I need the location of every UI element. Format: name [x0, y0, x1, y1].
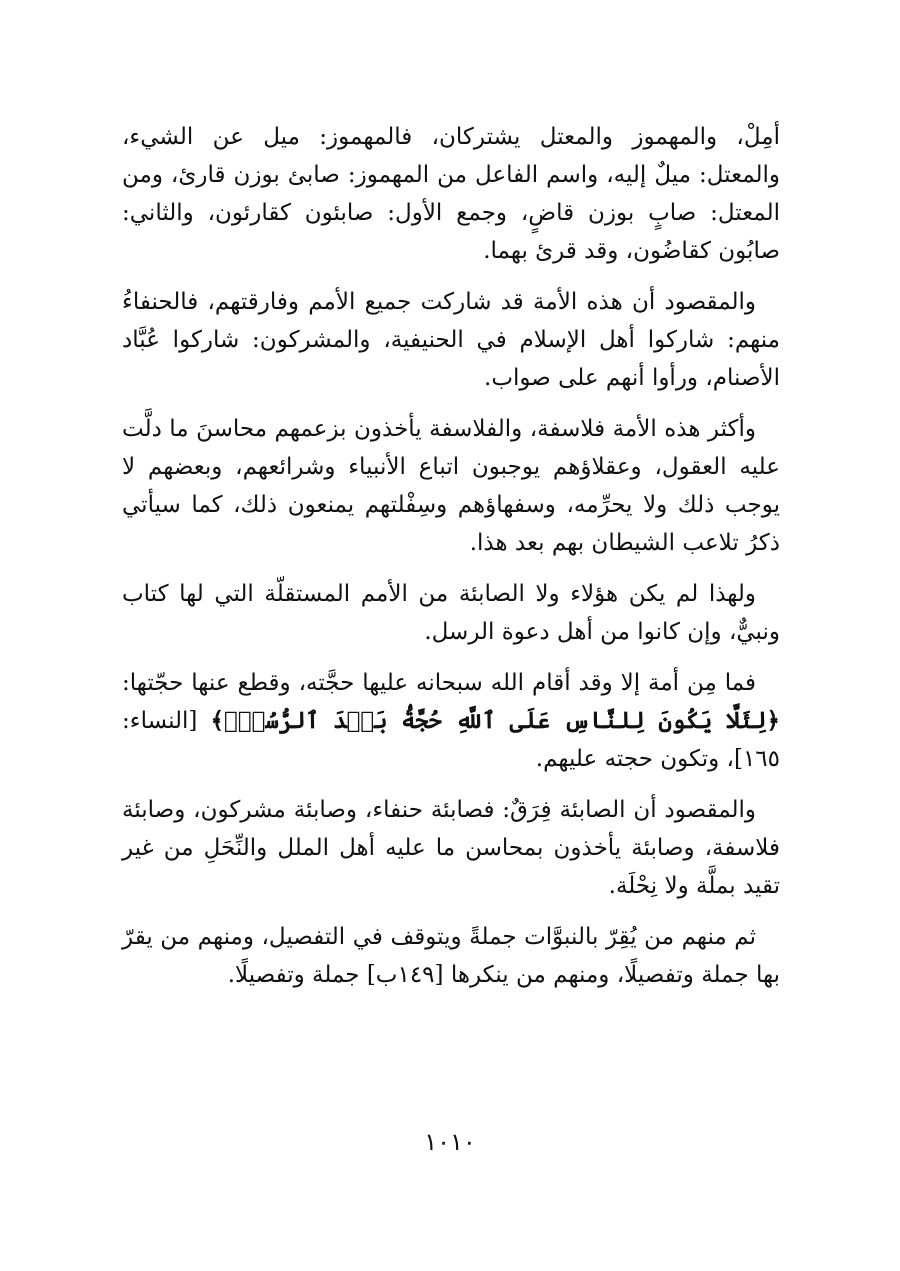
- paragraph-7-text: ثم منهم من يُقِرّ بالنبوَّات جملةً ويتوقف في التفصيل، ومنهم من يقرّ بها جملة وتفصيلًا، ومنهم من ينكرها [١٤٩ب] جملة وتفصيلًا.: [122, 924, 780, 988]
- quran-citation: [النساء: ١٦٥]: [122, 708, 780, 772]
- paragraph-2: [122, 283, 780, 397]
- paragraph-4-text: ولهذا لم يكن هؤلاء ولا الصابئة من الأمم المستقلّة التي لها كتاب ونبيٌّ، وإن كانوا من أهل دعوة الرسل.: [122, 581, 780, 645]
- quran-verse: ﴿لِئَلَّا يَكُونَ لِلنَّاسِ عَلَى ٱللَّهِ حُجَّةُۢ بَعۡدَ ٱلرُّسُلِۚ﴾: [210, 707, 780, 734]
- paragraph-2-text: والمقصود أن هذه الأمة قد شاركت جميع الأمم وفارقتهم، فالحنفاءُ منهم: شاركوا أهل الإسلام في الحنيفية، والمشركون: شاركوا عُبَّاد الأصنام، ورأوا أنهم على صواب.: [122, 289, 780, 391]
- page-number: ١٠١٠: [424, 1128, 476, 1156]
- page-body: [122, 118, 780, 1007]
- paragraph-3-text: وأكثر هذه الأمة فلاسفة، والفلاسفة يأخذون بزعمهم محاسنَ ما دلَّت عليه العقول، وعقلاؤهم يوجبون اتباع الأنبياء وشرائعهم، وبعضهم لا يوجب ذلك ولا يحرِّمه، وسفهاؤهم وسِفْلتهم يمنعون ذلك، كما سيأتي ذكرُ تلاعب الشيطان بهم بعد هذا.: [122, 416, 780, 556]
- paragraph-6: [122, 791, 780, 905]
- paragraph-4: [122, 575, 780, 651]
- paragraph-5-text-before: فما مِن أمة إلا وقد أقام الله سبحانه عليها حجَّته، وقطع عنها حجّتها:: [122, 670, 756, 696]
- paragraph-3: [122, 410, 780, 562]
- paragraph-5-text-after: ، وتكون حجته عليهم.: [535, 746, 734, 772]
- paragraph-1: أمِلْ، والمهموز والمعتل يشتركان، فالمهموز: ميل عن الشيء، والمعتل: ميلٌ إليه، واسم الفاعل من المهموز: صابئ بوزن قارئ، ومن المعتل: صابٍ بوزن قاضٍ، وجمع الأول: صابئون كقارئون، والثاني: صابُون كقاضُون، وقد قرئ بهما.: [122, 124, 780, 264]
- paragraph-5: [122, 664, 780, 778]
- paragraph-7: [122, 918, 780, 994]
- paragraph-6-text: والمقصود أن الصابئة فِرَقٌ: فصابئة حنفاء، وصابئة مشركون، وصابئة فلاسفة، وصابئة يأخذون بمحاسن ما عليه أهل الملل والنِّحَلِ من غير تقيد بملَّة ولا نِحْلَة.: [122, 797, 780, 899]
